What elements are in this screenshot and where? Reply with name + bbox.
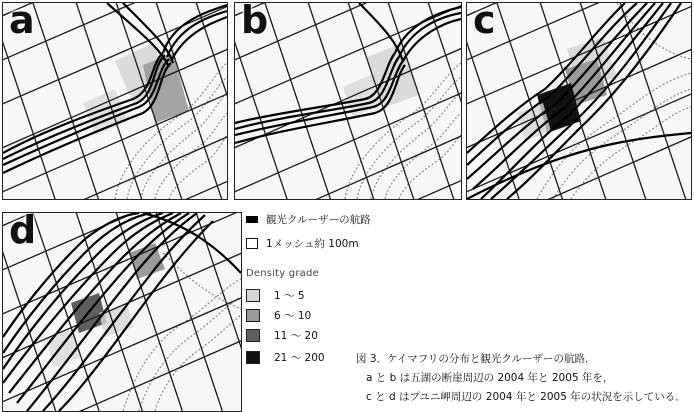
caption-line-2: a と b は五湖の断崖周辺の 2004 年と 2005 年を， (366, 372, 614, 384)
legend-grade-row (246, 308, 311, 323)
legend-grade-row (246, 328, 318, 343)
density-title: Density grade (246, 268, 319, 279)
legend-route-row (246, 212, 371, 227)
panel-letter: c (473, 2, 496, 42)
panel-letter: b (241, 2, 269, 42)
map-drawing-d (3, 213, 241, 411)
map-panel-d (2, 212, 242, 412)
route-label: 観光クルーザーの航路 (266, 214, 371, 226)
figure-caption (356, 350, 686, 407)
legend-grade-row (246, 350, 325, 365)
grade-label: 11 ～ 20 (274, 330, 318, 342)
grade-swatch (246, 329, 260, 342)
grade-label: 6 ～ 10 (274, 310, 312, 322)
caption-line-3: c と d はプユニ岬周辺の 2004 年と 2005 年の状況を示している． (366, 391, 686, 403)
panel-letter: a (9, 2, 35, 42)
map-panel-b (234, 2, 462, 200)
grade-label: 1 ～ 5 (274, 290, 305, 302)
grade-swatch (246, 289, 260, 302)
map-panel-a (2, 2, 228, 200)
mesh-label: 1メッシュ約 100m (266, 238, 359, 250)
map-drawing-c (467, 3, 691, 199)
grade-swatch (246, 351, 260, 364)
map-panel-c (466, 2, 692, 200)
legend-mesh-row (246, 236, 359, 251)
caption-line-1: 図 3．ケイマフリの分布と観光クルーザーの航路． (356, 353, 596, 365)
grade-swatch (246, 309, 260, 322)
map-drawing-b (235, 3, 461, 199)
route-swatch (246, 216, 258, 223)
grade-label: 21 ～ 200 (274, 352, 325, 364)
map-drawing-a (3, 3, 227, 199)
panel-letter: d (9, 212, 37, 252)
legend-grade-row (246, 288, 305, 303)
mesh-swatch (246, 238, 258, 249)
